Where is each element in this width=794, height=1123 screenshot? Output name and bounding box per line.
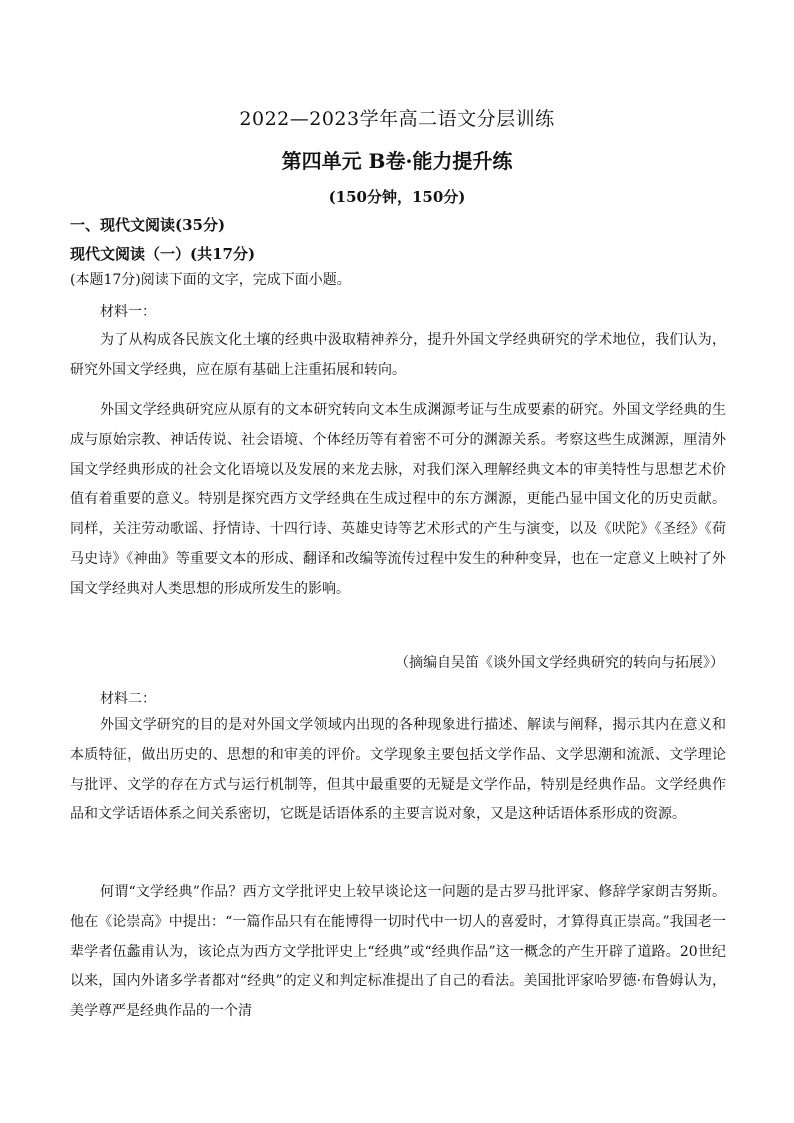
unit-subtitle: 第四单元 B卷·能力提升练 xyxy=(281,149,513,173)
material2-paragraph: 何谓“文学经典”作品？西方文学批评史上较早谈论这一问题的是古罗马批评家、修辞学家朗吉努斯。他在《论崇高》中提出：“一篇作品只有在能博得一切时代中一切人的喜爱时，才算得真正崇高。”我国老一辈学者伍蠡甫认为，该论点为西方文学批评史上“经典”或“经典作品”这一概念的产生开辟了道路。20世纪以来，国内外诸多学者都对“经典”的定义和判定标准提出了自己的看法。美国批评家哈罗德·布鲁姆认为，美学尊严是经典作品的一个清 xyxy=(70,884,726,1020)
material2-paragraph: 外国文学研究的目的是对外国文学领域内出现的各种现象进行描述、解读与阐释，揭示其内在意义和本质特征，做出历史的、思想的和审美的评价。文学现象主要包括文学作品、文学思潮和流派、文学理论与批评、文学的存在方式与运行机制等，但其中最重要的无疑是文学作品，特别是经典作品。文学经典作品和文学话语体系之间关系密切，它既是话语体系的主要言说对象，又是这种话语体系形成的资源。 xyxy=(70,717,726,823)
material1-label: 材料一： xyxy=(100,304,156,320)
material1-source: （摘编自吴笛《谈外国文学经典研究的转向与拓展》） xyxy=(395,655,724,671)
material2-label: 材料二： xyxy=(100,691,156,707)
material1-paragraph: 为了从构成各民族文化土壤的经典中汲取精神养分，提升外国文学经典研究的学术地位，我们认为，研究外国文学经典，应在原有基础上注重拓展和转向。 xyxy=(70,332,726,378)
part-heading: 现代文阅读（一）(共17分) xyxy=(70,245,256,263)
exam-meta: (150分钟，150分) xyxy=(328,188,466,206)
material1-paragraph: 外国文学经典研究应从原有的文本研究转向文本生成渊源考证与生成要素的研究。外国文学经典的生成与原始宗教、神话传说、社会语境、个体经历等有着密不可分的渊源关系。考察这些生成渊源，厘清外国文学经典形成的社会文化语境以及发展的来龙去脉，对我们深入理解经典文本的审美特性与思想艺术价值有着重要的意义。特别是探究西方文学经典在生成过程中的东方渊源，更能凸显中国文化的历史贡献。同样，关注劳动歌谣、抒情诗、十四行诗、英雄史诗等艺术形式的产生与演变，以及《吠陀》《圣经》《荷马史诗》《神曲》等重要文本的形成、翻译和改编等流传过程中发生的种种变异，也在一定意义上映衬了外国文学经典对人类思想的形成所发生的影响。 xyxy=(70,402,726,597)
section-heading: 一、现代文阅读(35分) xyxy=(70,216,226,234)
exam-title: 2022—2023学年高二语文分层训练 xyxy=(239,108,555,130)
instruction-text: (本题17分)阅读下面的文字，完成下面小题。 xyxy=(70,272,351,288)
